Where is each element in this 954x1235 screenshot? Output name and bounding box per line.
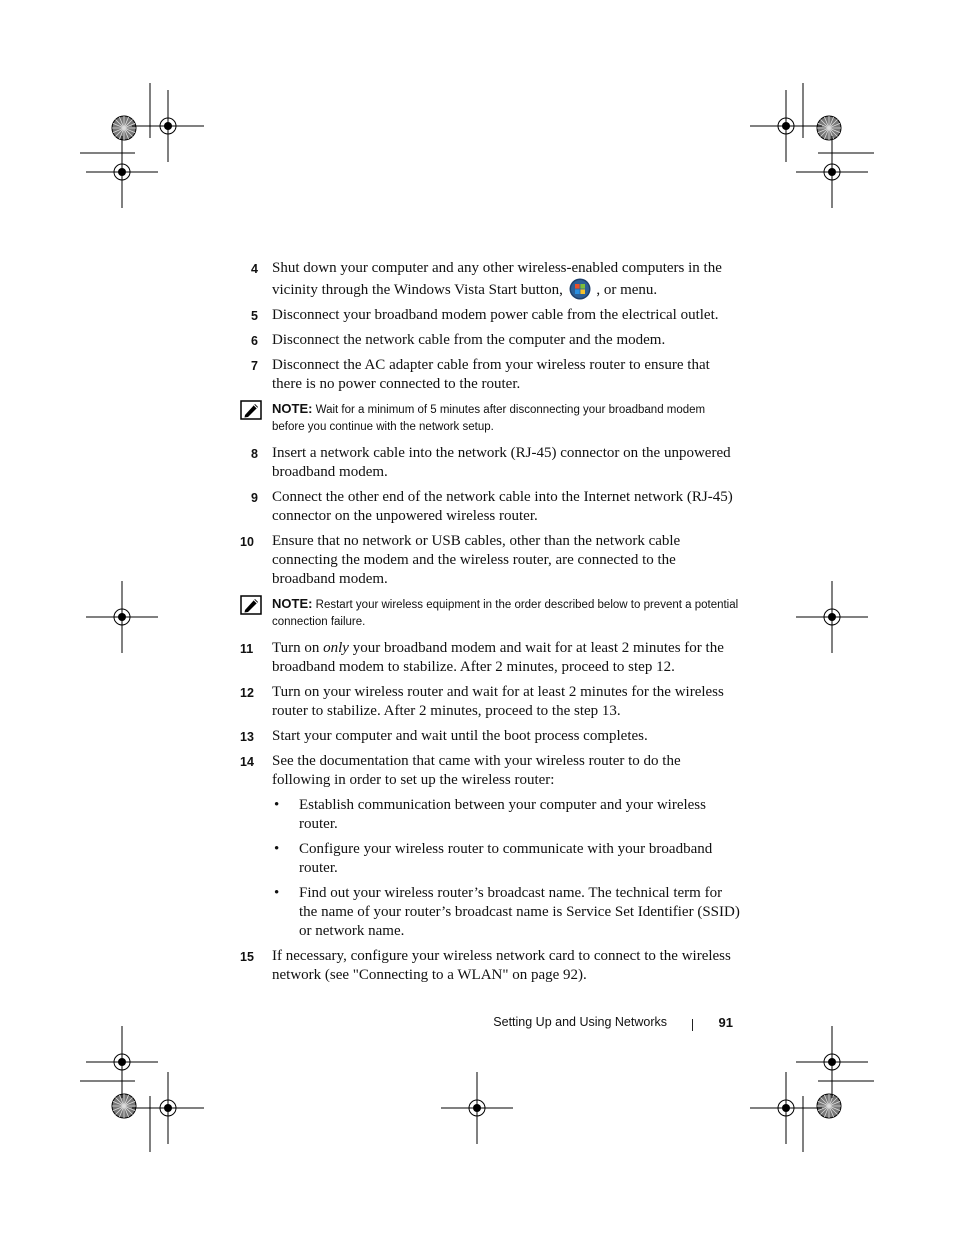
step-number: 14 [240, 755, 254, 769]
step-number: 11 [240, 642, 254, 656]
step-5 [240, 306, 740, 325]
note-label: NOTE: [272, 401, 313, 416]
step-text-start: Shut down your computer and any other wireless-enabled computers in the vicinity through the Windows Vista Start button, [272, 260, 722, 298]
step-text: Insert a network cable into the network (RJ-45) connector on the unpowered broadband modem. [272, 445, 731, 480]
step-text: Turn on your wireless router and wait for at least 2 minutes for the wireless router to stabilize. After 2 minutes, proceed to the step 13. [272, 684, 724, 719]
bullet-marker: • [274, 885, 280, 901]
step-text-start: Turn on [272, 640, 320, 656]
step-13 [240, 727, 740, 746]
pencil-note-icon [240, 595, 262, 615]
step-6 [240, 331, 740, 350]
step-number: 13 [240, 730, 254, 744]
note-text: Wait for a minimum of 5 minutes after disconnecting your broadband modem before you continue with the network setup. [272, 404, 706, 433]
emphasis-text: only [323, 640, 349, 656]
note-box [240, 400, 740, 436]
list-item-text: Find out your wireless router’s broadcast name. The technical term for the name of your router’s broadcast name is Service Set Identifier (SSID) or network name. [299, 885, 740, 939]
step-12 [240, 683, 740, 721]
bullet-marker: • [274, 797, 280, 813]
list-item-text: Configure your wireless router to communicate with your broadband router. [299, 841, 713, 876]
note-box [240, 595, 740, 631]
step-number: 12 [240, 686, 254, 700]
step-number: 8 [251, 447, 258, 461]
step-15 [240, 947, 740, 985]
step-text: Disconnect the AC adapter cable from your wireless router to ensure that there is no power connected to the router. [272, 357, 710, 392]
step-9 [240, 488, 740, 526]
step-text: Disconnect your broadband modem power cable from the electrical outlet. [272, 307, 719, 323]
step-text: Disconnect the network cable from the computer and the modem. [272, 332, 666, 348]
bullet-marker: • [274, 841, 280, 857]
step-text: See the documentation that came with your wireless router to do the following in order to set up the wireless router: [272, 753, 681, 788]
step-number: 5 [251, 309, 258, 323]
step-text: Connect the other end of the network cable into the Internet network (RJ-45) connector on the unpowered wireless router. [272, 489, 733, 524]
footer-divider [692, 1019, 693, 1031]
step-text: If necessary, configure your wireless network card to connect to the wireless network (see "Connecting to a WLAN" on page 92). [272, 948, 731, 983]
list-item [272, 796, 740, 834]
step-text-end: your broadband modem and wait for at least 2 minutes for the broadband modem to stabilize. After 2 minutes, proceed to step 12. [272, 640, 724, 675]
step-number: 15 [240, 950, 254, 964]
step-text: Start your computer and wait until the boot process completes. [272, 728, 648, 744]
page-footer [400, 1015, 740, 1035]
bullet-list [272, 796, 740, 941]
step-text-end: , or menu. [596, 282, 658, 298]
note-label: NOTE: [272, 596, 313, 611]
step-8 [240, 444, 740, 482]
step-7 [240, 356, 740, 394]
list-item [272, 840, 740, 878]
step-number: 7 [251, 359, 258, 373]
step-14 [240, 752, 740, 790]
step-number: 10 [240, 535, 254, 549]
page-number: 91 [718, 1015, 733, 1030]
step-4 [240, 259, 740, 300]
step-number: 4 [251, 262, 258, 276]
windows-vista-start-icon [569, 278, 591, 300]
note-text: Restart your wireless equipment in the order described below to prevent a potential connection failure. [272, 599, 739, 628]
step-10 [240, 532, 740, 589]
step-11 [240, 639, 740, 677]
step-number: 6 [251, 334, 258, 348]
page-body [240, 259, 740, 991]
list-item-text: Establish communication between your computer and your wireless router. [299, 797, 706, 832]
pencil-note-icon [240, 400, 262, 420]
list-item [272, 884, 740, 941]
step-number: 9 [251, 491, 258, 505]
step-text: Ensure that no network or USB cables, other than the network cable connecting the modem and the wireless router, are connected to the broadband modem. [272, 533, 681, 587]
footer-section-title: Setting Up and Using Networks [493, 1015, 667, 1029]
